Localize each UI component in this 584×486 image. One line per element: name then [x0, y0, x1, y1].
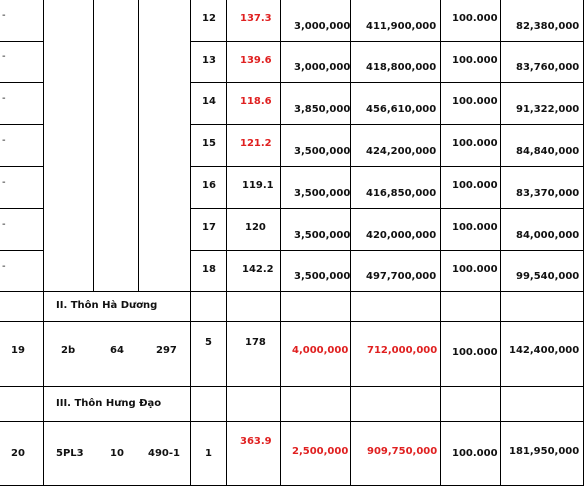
row-stt: 13	[202, 55, 216, 66]
row-pct: 100.000	[452, 13, 498, 24]
row-stt: 1	[205, 448, 212, 459]
grid-line	[0, 82, 44, 83]
grid-line	[190, 82, 584, 83]
row-pct: 100.000	[452, 55, 498, 66]
row-area: 139.6	[240, 55, 272, 66]
grid-line	[0, 321, 584, 322]
row-stt: 16	[202, 180, 216, 191]
grid-line	[0, 250, 44, 251]
grid-line	[0, 124, 44, 125]
row-price: 3,500,000	[294, 146, 351, 157]
row-area: 178	[245, 337, 266, 348]
grid-line	[0, 41, 44, 42]
left-mark: -	[2, 261, 6, 272]
left-mark: -	[2, 219, 6, 230]
grid-line	[0, 208, 44, 209]
grid-line	[190, 166, 584, 167]
grid-line	[0, 291, 584, 292]
row-pct: 100.000	[452, 180, 498, 191]
left-mark: -	[2, 10, 6, 21]
row-map-sheet: 5PL3	[56, 448, 84, 459]
grid-line	[190, 208, 584, 209]
row-area-orig: 490-1	[148, 448, 180, 459]
row-pct: 100.000	[452, 448, 498, 459]
row-total: 411,900,000	[366, 21, 437, 32]
row-area: 118.6	[240, 96, 272, 107]
grid-line	[138, 0, 139, 292]
row-value: 84,840,000	[516, 146, 580, 157]
row-total: 456,610,000	[366, 104, 437, 115]
row-price: 4,000,000	[292, 345, 349, 356]
row-pct: 100.000	[452, 264, 498, 275]
grid-line	[190, 0, 191, 486]
section-title: III. Thôn Hưng Đạo	[56, 398, 162, 409]
grid-line	[93, 0, 94, 292]
row-area: 119.1	[242, 180, 274, 191]
row-total: 420,000,000	[366, 230, 437, 241]
row-pct: 100.000	[452, 347, 498, 358]
row-price: 3,500,000	[294, 271, 351, 282]
row-stt: 17	[202, 222, 216, 233]
grid-line	[43, 0, 44, 486]
row-area: 121.2	[240, 138, 272, 149]
left-mark: -	[2, 51, 6, 62]
row-plot: 64	[110, 345, 124, 356]
row-stt: 15	[202, 138, 216, 149]
row-total: 424,200,000	[366, 146, 437, 157]
row-total: 418,800,000	[366, 62, 437, 73]
row-no: 19	[11, 345, 25, 356]
row-map-sheet: 2b	[61, 345, 76, 356]
row-total: 497,700,000	[366, 271, 437, 282]
left-mark: -	[2, 135, 6, 146]
row-area: 142.2	[242, 264, 274, 275]
row-price: 3,500,000	[294, 230, 351, 241]
row-value: 91,322,000	[516, 104, 580, 115]
row-value: 83,370,000	[516, 188, 580, 199]
grid-line	[226, 0, 227, 486]
grid-line	[440, 0, 441, 486]
row-area: 120	[245, 222, 266, 233]
row-price: 3,850,000	[294, 104, 351, 115]
row-total: 712,000,000	[367, 345, 438, 356]
row-value: 142,400,000	[509, 345, 580, 356]
row-value: 181,950,000	[509, 446, 580, 457]
row-pct: 100.000	[452, 96, 498, 107]
row-area-orig: 297	[156, 345, 177, 356]
row-price: 3,500,000	[294, 188, 351, 199]
grid-line	[190, 41, 584, 42]
grid-line	[280, 0, 281, 486]
row-area: 137.3	[240, 13, 272, 24]
row-stt: 14	[202, 96, 216, 107]
row-value: 99,540,000	[516, 271, 580, 282]
grid-line	[0, 166, 44, 167]
left-mark: -	[2, 93, 6, 104]
row-value: 83,760,000	[516, 62, 580, 73]
left-mark: -	[2, 177, 6, 188]
row-stt: 5	[205, 337, 212, 348]
grid-line	[0, 421, 584, 422]
row-price: 2,500,000	[292, 446, 349, 457]
row-price: 3,000,000	[294, 62, 351, 73]
row-no: 20	[11, 448, 25, 459]
grid-line	[190, 124, 584, 125]
row-plot: 10	[110, 448, 124, 459]
row-pct: 100.000	[452, 138, 498, 149]
row-value: 82,380,000	[516, 21, 580, 32]
row-area: 363.9	[240, 436, 272, 447]
row-stt: 12	[202, 13, 216, 24]
grid-line	[190, 250, 584, 251]
row-value: 84,000,000	[516, 230, 580, 241]
row-price: 3,000,000	[294, 21, 351, 32]
row-pct: 100.000	[452, 222, 498, 233]
row-total: 416,850,000	[366, 188, 437, 199]
section-title: II. Thôn Hà Dương	[56, 300, 158, 311]
row-stt: 18	[202, 264, 216, 275]
row-total: 909,750,000	[367, 446, 438, 457]
grid-line	[500, 0, 501, 486]
grid-line	[0, 386, 584, 387]
